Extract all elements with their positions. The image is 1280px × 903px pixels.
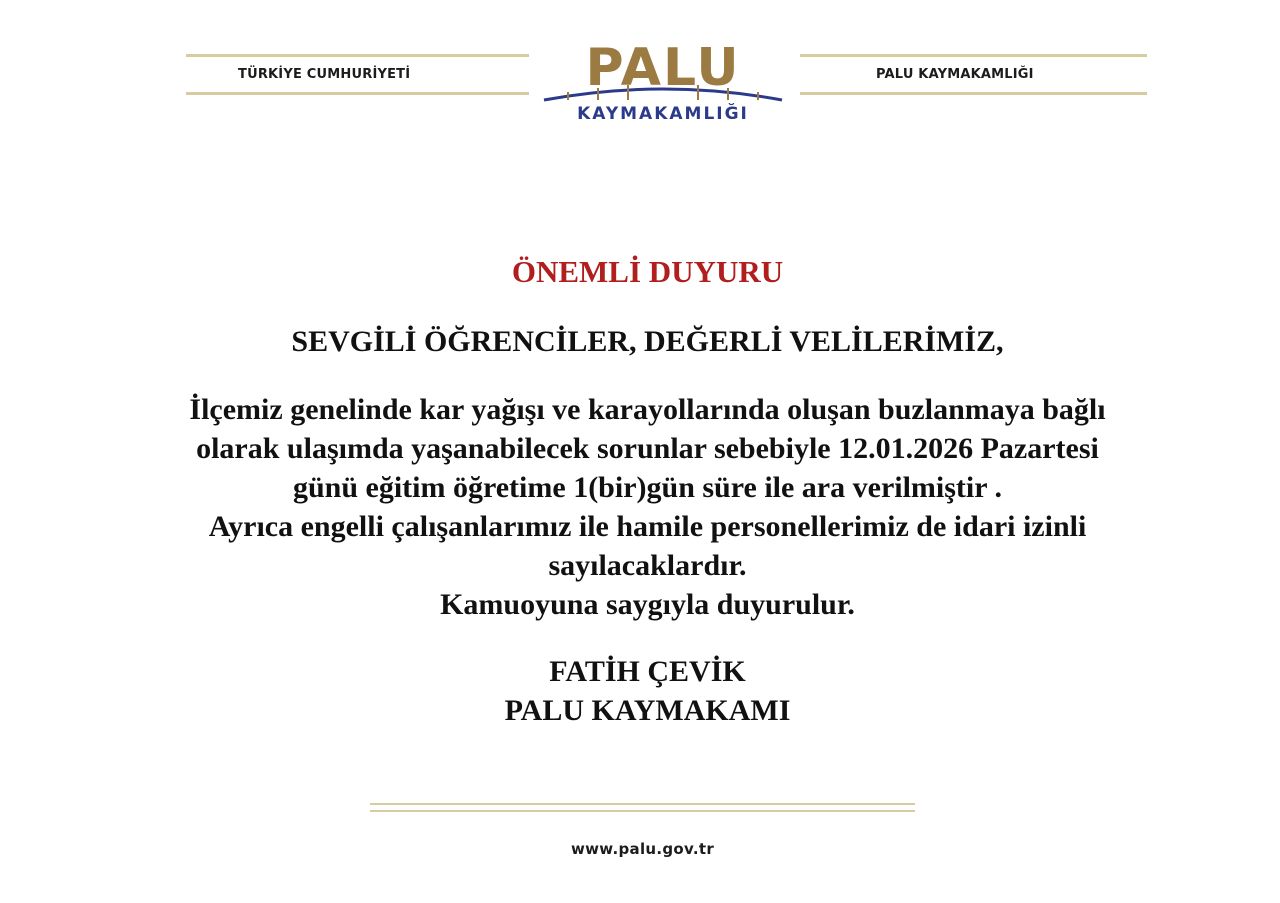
signature-title: PALU KAYMAKAMI: [504, 694, 791, 727]
notice-line: sayılacaklardır.: [548, 549, 747, 582]
palu-logo: [538, 40, 788, 130]
logo-word: PALU: [585, 38, 741, 98]
header-right-label: PALU KAYMAKAMLIĞI: [876, 67, 1034, 82]
notice-line: İlçemiz genelinde kar yağışı ve karayollarında oluşan buzlanmaya bağlı: [189, 393, 1106, 426]
header-right-line-bottom: [800, 92, 1147, 95]
notice-line: Ayrıca engelli çalışanlarımız ile hamile personellerimiz de idari izinli: [208, 510, 1087, 543]
header-left-line-bottom: [186, 92, 529, 95]
logo-arch-icon: [538, 80, 788, 104]
footer-line-bottom: [370, 810, 915, 812]
footer-url: www.palu.gov.tr: [570, 840, 715, 858]
signature-block: [100, 652, 1195, 730]
header-left-line-top: [186, 54, 529, 57]
notice-line: günü eğitim öğretime 1(bir)gün süre ile ara verilmiştir .: [292, 471, 1003, 504]
letterhead: [0, 0, 1280, 140]
notice-text: [100, 390, 1195, 624]
notice-salutation: SEVGİLİ ÖĞRENCİLER, DEĞERLİ VELİLERİMİZ,: [291, 325, 1004, 358]
header-left-label: TÜRKİYE CUMHURİYETİ: [238, 67, 411, 82]
notice-body: [100, 250, 1195, 730]
logo-subtitle: KAYMAKAMLIĞI: [577, 104, 749, 124]
footer: [0, 790, 1280, 903]
notice-line: olarak ulaşımda yaşanabilecek sorunlar sebebiyle 12.01.2026 Pazartesi: [196, 432, 1099, 465]
footer-line-top: [370, 803, 915, 805]
header-right-line-top: [800, 54, 1147, 57]
notice-line: Kamuoyuna saygıyla duyurulur.: [440, 588, 855, 621]
signature-name: FATİH ÇEVİK: [549, 655, 746, 688]
notice-title: ÖNEMLİ DUYURU: [511, 254, 784, 289]
